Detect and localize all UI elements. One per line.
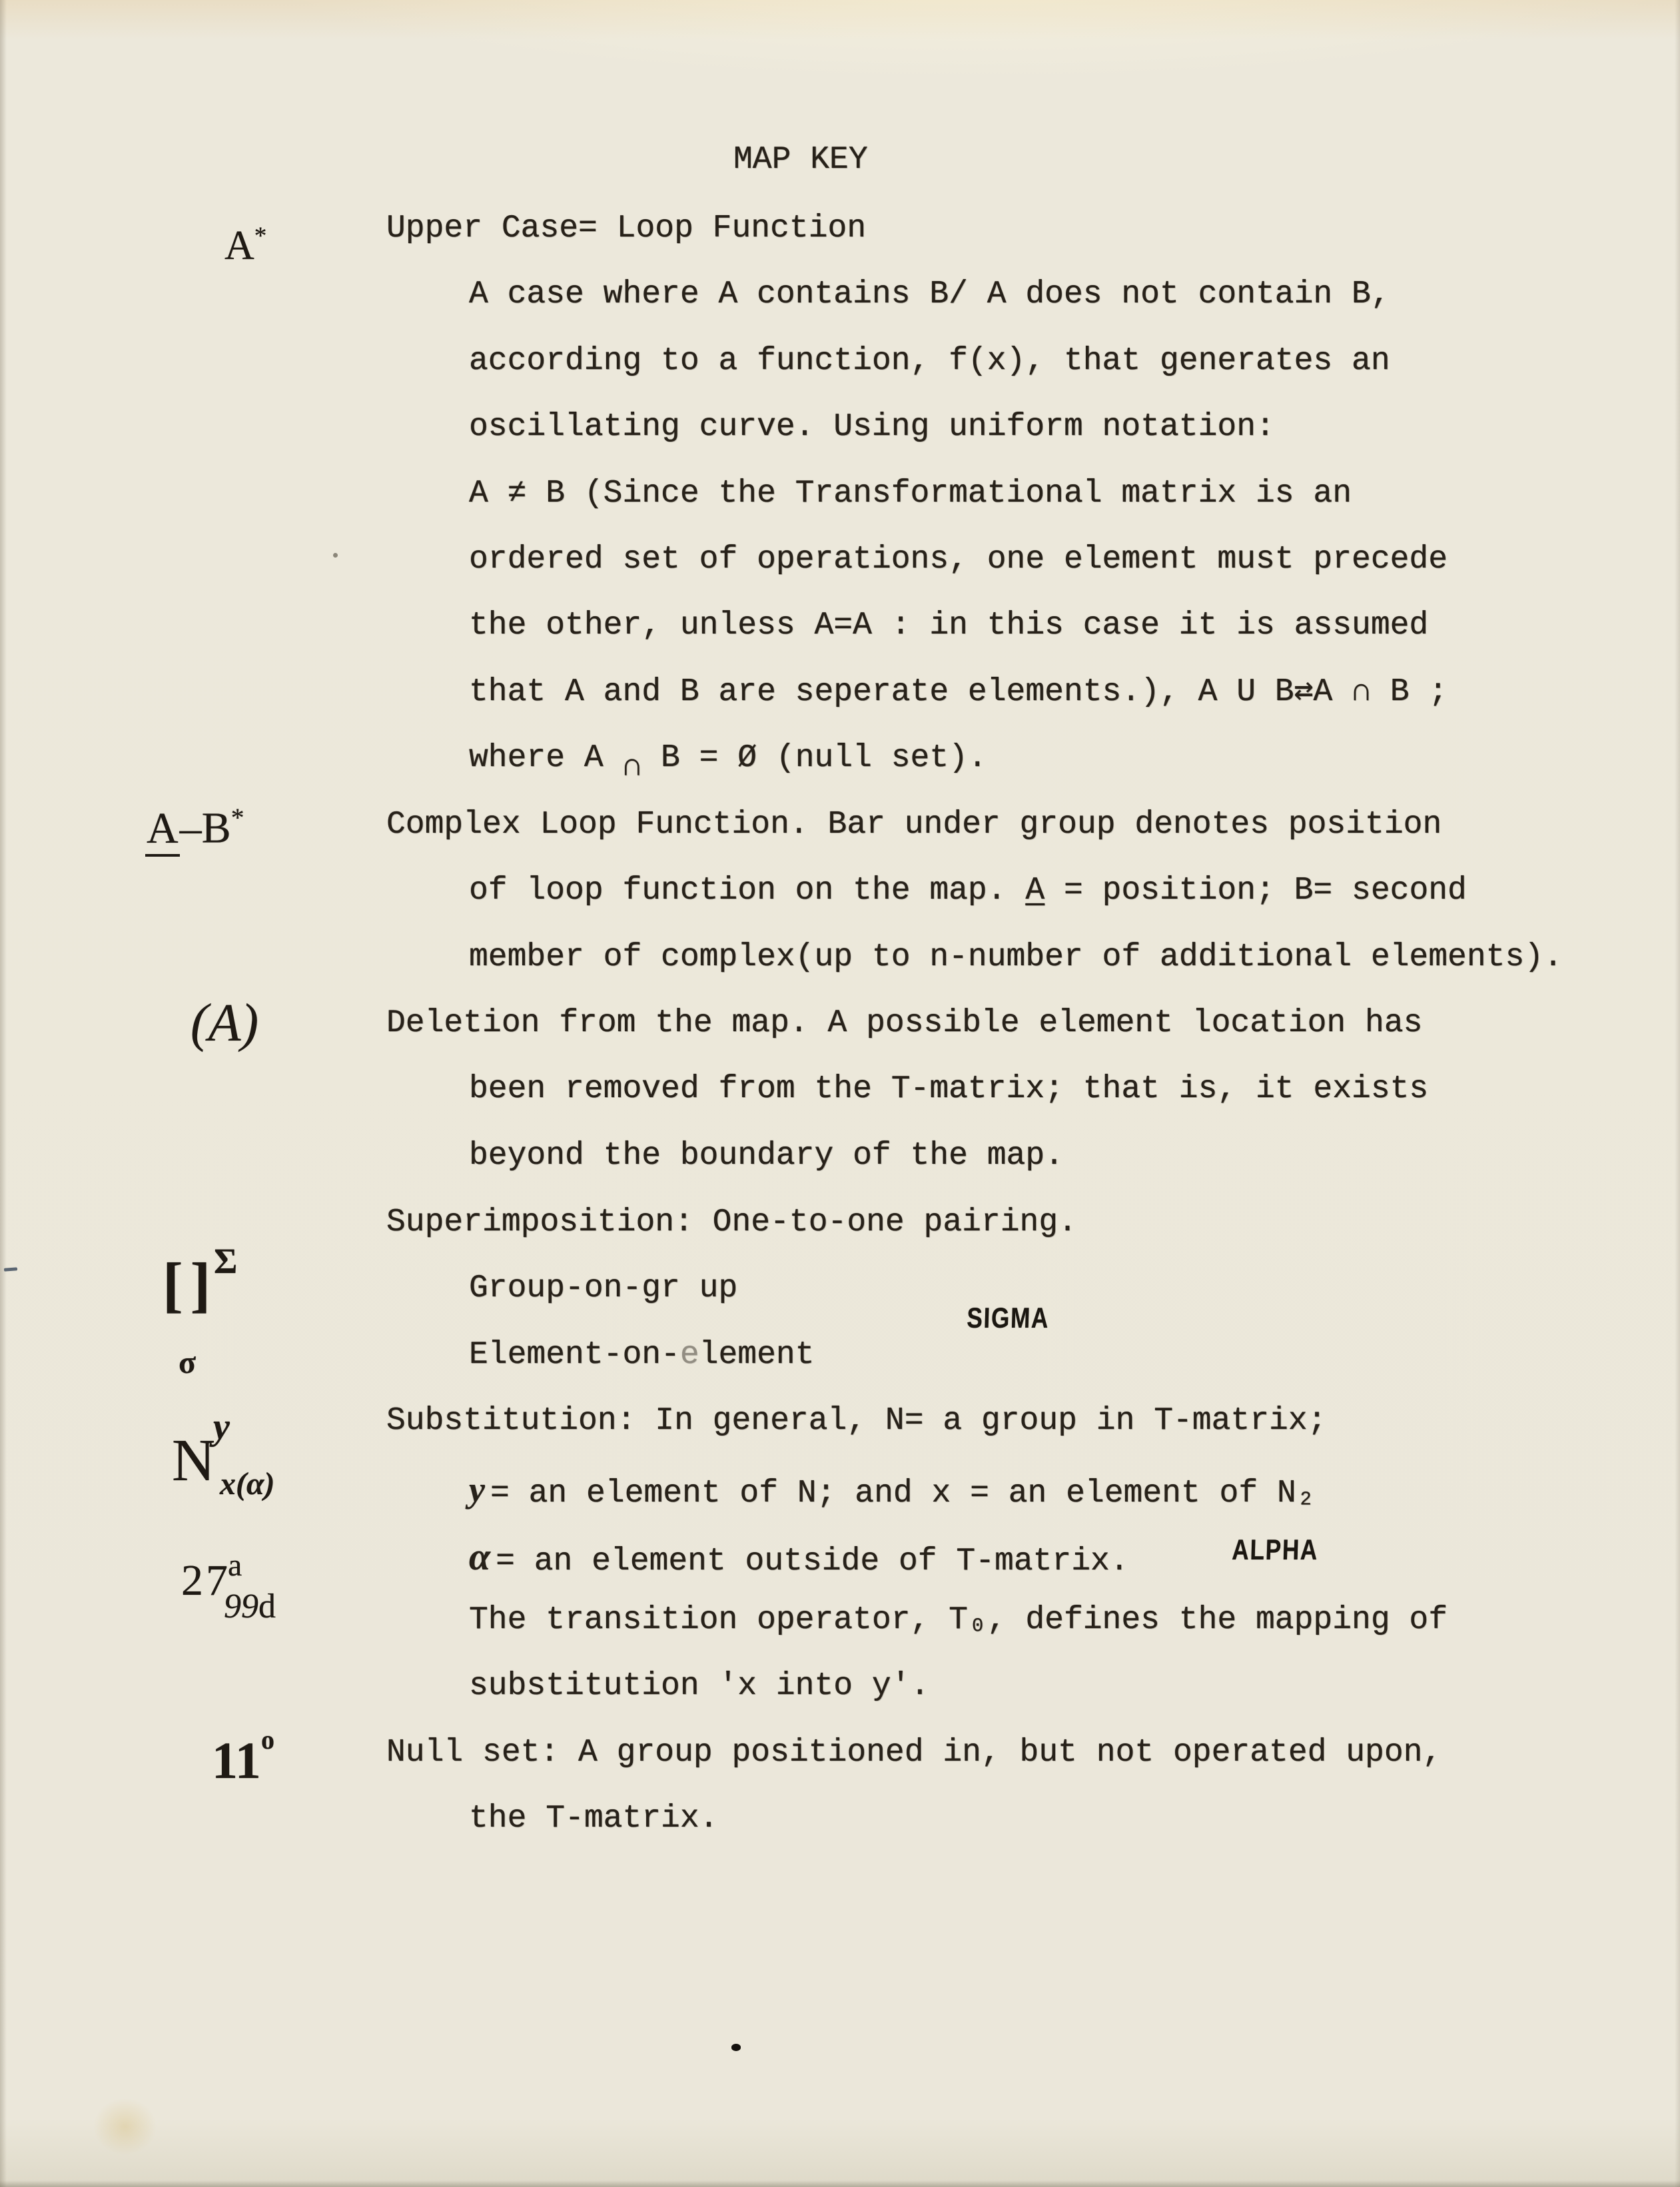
- typed-line-t-matrix: the T-matrix.: [469, 1801, 719, 1837]
- key-symbol-a-bar-b-star: A–B*: [145, 805, 244, 851]
- paper-edge-right: [1675, 0, 1680, 2187]
- typed-line-y-element: y = an element of N; and x = an element of N₂: [469, 1470, 1316, 1512]
- key-symbol-27-subscript-99d: 99d: [224, 1587, 276, 1625]
- annotation-sigma: SIGMA: [966, 1302, 1050, 1334]
- typed-line-been-removed: been removed from the T-matrix; that is, it exists: [469, 1071, 1429, 1107]
- key-symbol-capital-sigma: Σ: [214, 1241, 238, 1281]
- typed-line-separate-elems: that A and B are seperate elements.), A U B⇄A ∩ B ;: [469, 674, 1448, 710]
- typed-line-null-set-eq: where A ∩ B = Ø (null set).: [469, 740, 987, 785]
- page-title: MAP KEY: [733, 142, 868, 178]
- key-symbol-27: 27: [181, 1556, 230, 1605]
- typed-line-complex-loop: Complex Loop Function. Bar under group denotes position: [386, 807, 1442, 843]
- typed-line-alpha-element: α = an element outside of T-matrix.: [469, 1535, 1129, 1579]
- typed-line-substitution: Substitution: In general, N= a group in T-matrix;: [386, 1403, 1327, 1439]
- typed-line-element-on-element: Element-on-element: [469, 1337, 815, 1373]
- typed-line-according: according to a function, f(x), that generates an: [469, 343, 1390, 379]
- key-symbol-11-superscript-o: o: [261, 1725, 274, 1755]
- stray-pencil-dash: [4, 1267, 17, 1271]
- typed-line-ordered-set: ordered set of operations, one element must precede: [469, 542, 1448, 578]
- key-symbol-n-substitution: N: [172, 1428, 215, 1494]
- annotation-alpha: ALPHA: [1231, 1534, 1319, 1566]
- key-symbol-a-parenthesized: (A): [191, 994, 259, 1053]
- paper-stain: [93, 2098, 157, 2155]
- key-symbol-n-subscript-x-alpha: x(α): [220, 1466, 275, 1502]
- typed-line-oscillating: oscillating curve. Using uniform notation:: [469, 409, 1275, 445]
- typed-line-beyond-boundary: beyond the boundary of the map.: [469, 1138, 1064, 1174]
- key-symbol-27-superscript-a: a: [228, 1547, 242, 1583]
- typed-line-a-neq-b: A ≠ B (Since the Transformational matrix is an: [469, 476, 1352, 512]
- typed-line-upper-case: Upper Case= Loop Function: [386, 211, 867, 246]
- paper-edge-bottom: [0, 2180, 1680, 2187]
- typed-line-member-complex: member of complex(up to n-number of additional elements).: [469, 939, 1563, 975]
- typed-line-null-set: Null set: A group positioned in, but not operated upon,: [386, 1735, 1442, 1771]
- typed-line-substitution-xy: substitution 'x into y'.: [469, 1668, 930, 1704]
- key-symbol-small-sigma: σ: [179, 1345, 197, 1380]
- typed-line-of-loop: of loop function on the map. A = position; B= second: [469, 873, 1467, 909]
- typed-line-the-other: the other, unless A=A : in this case it is assumed: [469, 608, 1429, 644]
- paper-edge-left: [0, 0, 7, 2187]
- key-symbol-n-superscript-y: y: [213, 1406, 230, 1448]
- typed-line-transition-op: The transition operator, T₀, defines the mapping of: [469, 1602, 1448, 1638]
- key-symbol-a-star: A*: [224, 222, 267, 269]
- typed-line-group-on-group: Group-on-gr up: [469, 1270, 738, 1306]
- typed-line-superimposition: Superimposition: One-to-one pairing.: [386, 1204, 1077, 1240]
- typed-line-deletion: Deletion from the map. A possible element location has: [386, 1005, 1423, 1041]
- key-symbol-brackets: [ ]: [163, 1250, 207, 1318]
- key-symbol-11: 11: [212, 1731, 261, 1789]
- ink-dot: [731, 2044, 741, 2051]
- typed-line-a-case: A case where A contains B/ A does not contain B,: [469, 276, 1390, 312]
- period-speck: [333, 553, 338, 558]
